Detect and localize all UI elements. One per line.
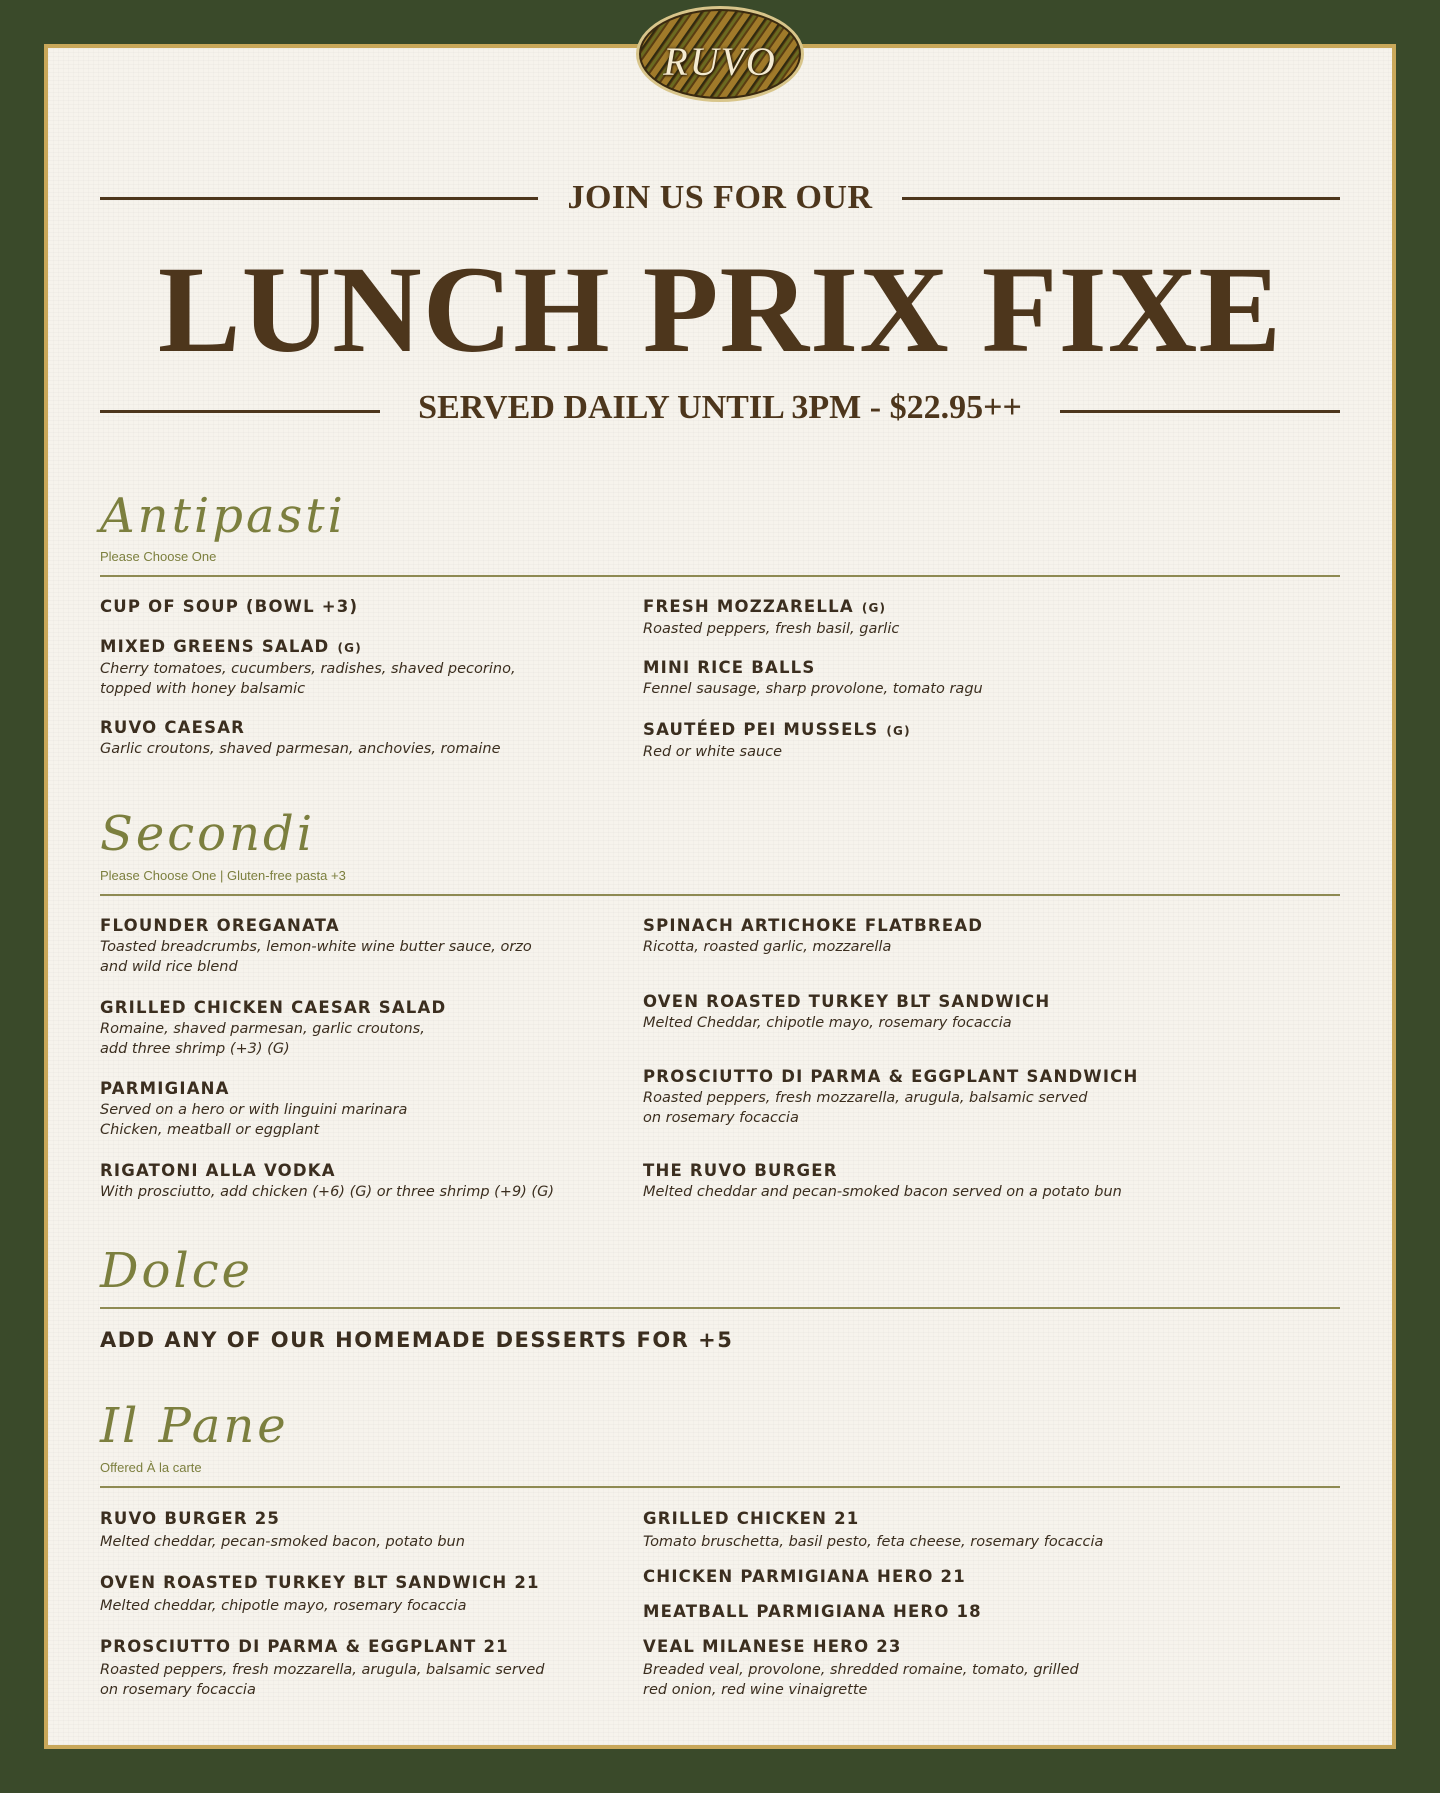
menu-item bbox=[100, 1078, 620, 1140]
item-name: PARMIGIANA bbox=[100, 1079, 230, 1098]
item-name: PROSCIUTTO DI PARMA & EGGPLANT SANDWICH bbox=[643, 1067, 1139, 1086]
item-description: Roasted peppers, fresh basil, garlic bbox=[643, 621, 900, 637]
gluten-free-tag: (G) bbox=[337, 641, 362, 655]
menu-item bbox=[100, 1508, 620, 1552]
subtitle-rule-right bbox=[1060, 410, 1340, 413]
item-description: Breaded veal, provolone, shredded romaine, tomato, grilled red onion, red wine vinaigrette bbox=[643, 1662, 1079, 1698]
menu-item bbox=[643, 719, 1263, 762]
subtitle-rule-left bbox=[100, 410, 380, 413]
menu-item bbox=[100, 596, 620, 618]
item-description: Fennel sausage, sharp provolone, tomato ragu bbox=[643, 681, 983, 697]
item-description: Melted cheddar, pecan-smoked bacon, potato bun bbox=[100, 1534, 465, 1550]
item-description: Roasted peppers, fresh mozzarella, arugula, balsamic served on rosemary focaccia bbox=[643, 1090, 1088, 1126]
item-description: With prosciutto, add chicken (+6) (G) or three shrimp (+9) (G) bbox=[100, 1184, 554, 1200]
item-description: Red or white sauce bbox=[643, 744, 783, 760]
menu-item bbox=[100, 997, 620, 1059]
menu-item bbox=[643, 596, 1263, 639]
menu-item bbox=[100, 636, 620, 699]
menu-item bbox=[643, 1601, 1263, 1623]
item-name: RUVO CAESAR bbox=[100, 718, 246, 737]
item-name: MEATBALL PARMIGIANA HERO 18 bbox=[643, 1602, 982, 1621]
item-description: Romaine, shaved parmesan, garlic croutons, add three shrimp (+3) (G) bbox=[100, 1021, 425, 1057]
item-name: MIXED GREENS SALAD (G) bbox=[100, 637, 362, 656]
menu-item bbox=[643, 1160, 1263, 1202]
item-description: Garlic croutons, shaved parmesan, anchovies, romaine bbox=[100, 741, 501, 757]
antipasti-divider bbox=[100, 575, 1340, 577]
item-name: THE RUVO BURGER bbox=[643, 1161, 838, 1180]
page-subtitle: SERVED DAILY UNTIL 3PM - $22.95++ bbox=[418, 389, 1022, 426]
item-name: SAUTÉED PEI MUSSELS (G) bbox=[643, 720, 911, 739]
item-name: PROSCIUTTO DI PARMA & EGGPLANT 21 bbox=[100, 1637, 509, 1656]
item-description: Melted Cheddar, chipotle mayo, rosemary focaccia bbox=[643, 1015, 1012, 1031]
item-name: GRILLED CHICKEN CAESAR SALAD bbox=[100, 998, 447, 1017]
gluten-free-tag: (G) bbox=[886, 724, 911, 738]
item-name: RUVO BURGER 25 bbox=[100, 1509, 281, 1528]
menu-item bbox=[643, 915, 1263, 957]
menu-item bbox=[643, 1066, 1263, 1128]
menu-item bbox=[100, 1160, 660, 1202]
logo-text: RUVO bbox=[663, 39, 777, 84]
item-description: Ricotta, roasted garlic, mozzarella bbox=[643, 939, 892, 955]
item-description: Cherry tomatoes, cucumbers, radishes, shaved pecorino, topped with honey balsamic bbox=[100, 661, 516, 697]
page-title: LUNCH PRIX FIXE bbox=[157, 241, 1283, 378]
menu-item bbox=[100, 1572, 620, 1616]
header-kicker: JOIN US FOR OUR bbox=[567, 179, 873, 216]
secondi-heading: Secondi bbox=[100, 806, 316, 862]
pane-note: Offered À la carte bbox=[100, 1460, 202, 1475]
menu-item bbox=[643, 1508, 1263, 1552]
dolce-offer: ADD ANY OF OUR HOMEMADE DESSERTS FOR +5 bbox=[100, 1328, 734, 1352]
item-name: GRILLED CHICKEN 21 bbox=[643, 1509, 860, 1528]
menu-item bbox=[643, 991, 1263, 1033]
item-name: FRESH MOZZARELLA (G) bbox=[643, 597, 887, 616]
item-name: OVEN ROASTED TURKEY BLT SANDWICH bbox=[643, 992, 1051, 1011]
secondi-note: Please Choose One | Gluten-free pasta +3 bbox=[100, 868, 346, 883]
item-name: VEAL MILANESE HERO 23 bbox=[643, 1637, 902, 1656]
menu-item bbox=[643, 1566, 1263, 1588]
pane-heading: Il Pane bbox=[100, 1398, 289, 1454]
dolce-divider bbox=[100, 1307, 1340, 1309]
menu-item bbox=[100, 915, 620, 977]
item-name: RIGATONI ALLA VODKA bbox=[100, 1161, 336, 1180]
gluten-free-tag: (G) bbox=[861, 601, 887, 615]
antipasti-heading: Antipasti bbox=[100, 488, 346, 544]
item-description: Served on a hero or with linguini marinara Chicken, meatball or eggplant bbox=[100, 1102, 408, 1138]
item-description: Tomato bruschetta, basil pesto, feta cheese, rosemary focaccia bbox=[643, 1534, 1104, 1550]
item-description: Melted cheddar and pecan-smoked bacon served on a potato bun bbox=[643, 1184, 1122, 1200]
menu-item bbox=[643, 657, 1263, 699]
item-name: CUP OF SOUP (BOWL +3) bbox=[100, 597, 359, 616]
item-name: SPINACH ARTICHOKE FLATBREAD bbox=[643, 916, 984, 935]
item-name: FLOUNDER OREGANATA bbox=[100, 916, 340, 935]
item-description: Toasted breadcrumbs, lemon-white wine butter sauce, orzo and wild rice blend bbox=[100, 939, 532, 975]
header-rule-left bbox=[100, 197, 538, 200]
antipasti-note: Please Choose One bbox=[100, 549, 217, 564]
item-name: CHICKEN PARMIGIANA HERO 21 bbox=[643, 1567, 966, 1586]
dolce-heading: Dolce bbox=[100, 1243, 254, 1299]
item-name: MINI RICE BALLS bbox=[643, 658, 816, 677]
menu-item bbox=[100, 717, 620, 759]
menu-item bbox=[100, 1636, 660, 1700]
header-rule-right bbox=[902, 197, 1340, 200]
pane-divider bbox=[100, 1486, 1340, 1488]
item-description: Roasted peppers, fresh mozzarella, arugula, balsamic served on rosemary focaccia bbox=[100, 1662, 545, 1698]
secondi-divider bbox=[100, 894, 1340, 896]
item-description: Melted cheddar, chipotle mayo, rosemary focaccia bbox=[100, 1598, 467, 1614]
item-name: OVEN ROASTED TURKEY BLT SANDWICH 21 bbox=[100, 1573, 540, 1592]
menu-item bbox=[643, 1636, 1263, 1700]
ruvo-logo bbox=[632, 2, 808, 106]
